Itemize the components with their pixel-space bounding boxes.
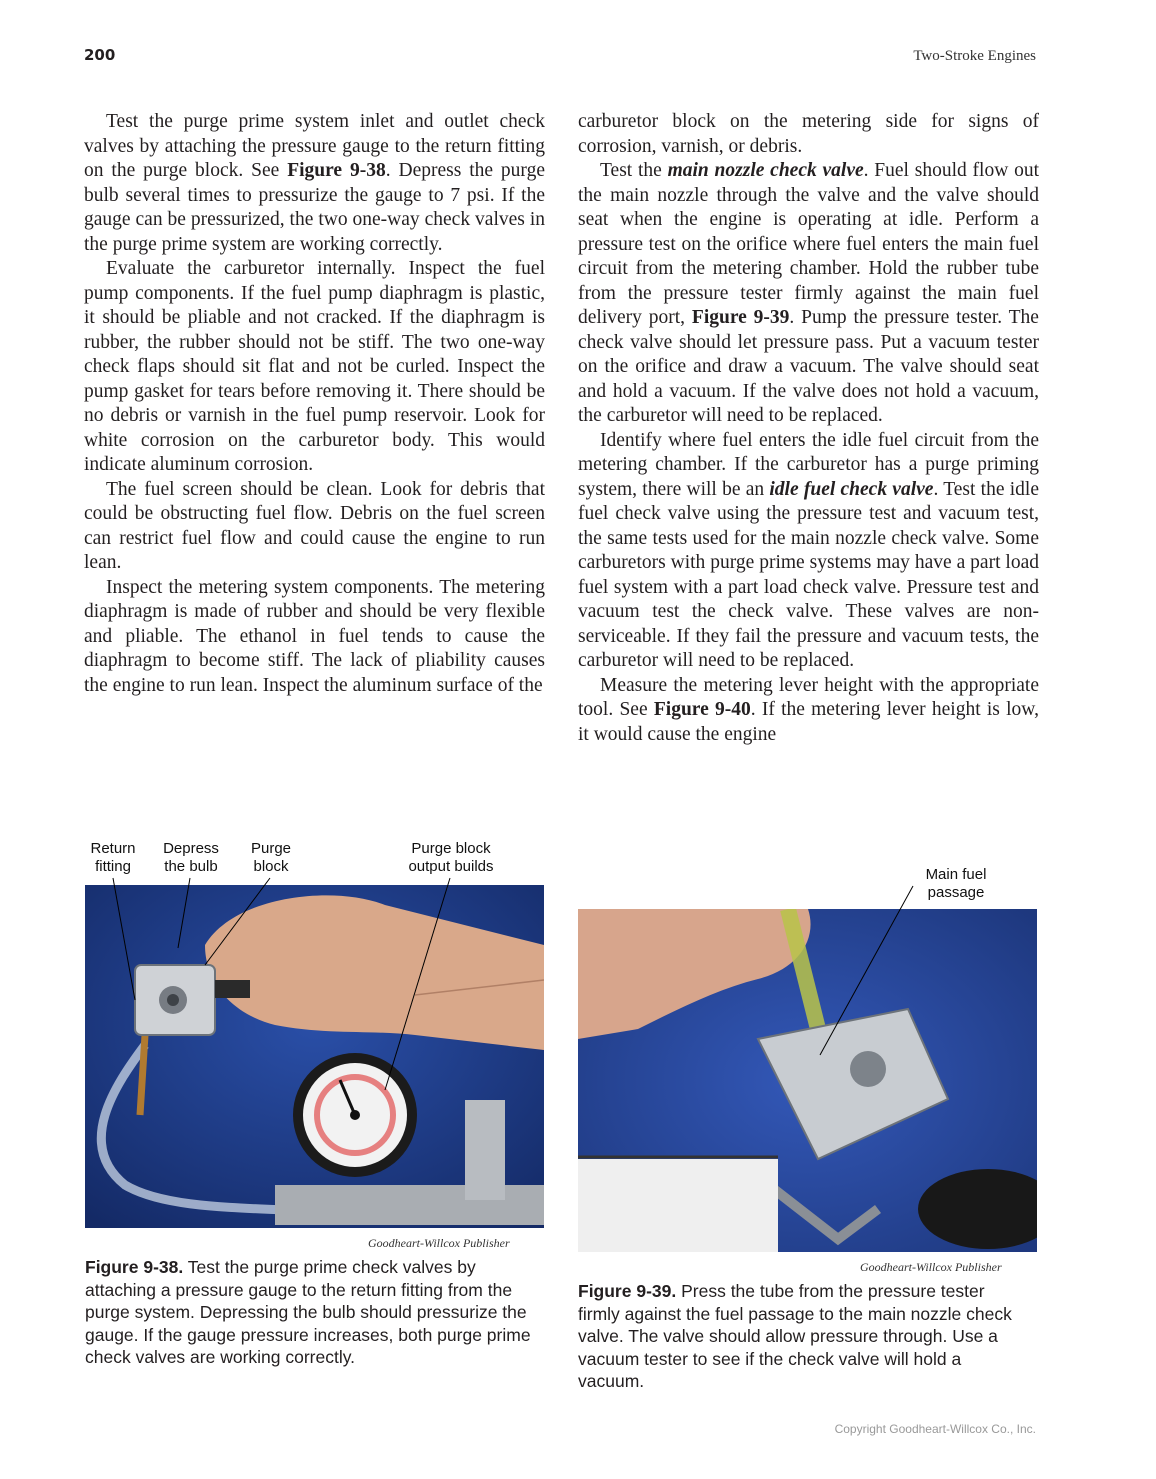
paragraph bbox=[578, 674, 1039, 748]
text-run: Measure the metering lever height with the appropriate tool. See bbox=[578, 674, 1039, 720]
figure-reference[interactable]: Figure 9-39 bbox=[691, 307, 790, 328]
caption-label: Figure 9-38. bbox=[85, 1257, 184, 1277]
label-purge-block: Purge block bbox=[250, 840, 292, 875]
caption-label: Figure 9-39. bbox=[578, 1281, 677, 1301]
left-column bbox=[84, 110, 545, 698]
label-return-fitting: Return fitting bbox=[90, 840, 136, 875]
figure-9-39-credit: Goodheart-Willcox Publisher bbox=[860, 1260, 1002, 1274]
page-number: 200 bbox=[84, 46, 116, 64]
nozzle-test-illustration bbox=[578, 909, 1037, 1252]
paragraph bbox=[84, 110, 545, 257]
copyright-footer: Copyright Goodheart-Willcox Co., Inc. bbox=[834, 1422, 1036, 1436]
key-term: main nozzle check valve bbox=[667, 160, 864, 181]
text-run: . Depress the purge bulb several times to pressurize the gauge to 7 psi. If the gauge can be pressurized, the two one-way check valves in the purge prime system are working correctly. bbox=[84, 160, 545, 255]
paragraph: Evaluate the carburetor internally. Inspect the fuel pump components. If the fuel pump diaphragm is plastic, it should be pliable and not cracked. If the diaphragm is rubber, the rubber should not be stiff. The two one-way check flaps should sit flat and not be curled. Inspect the pump gasket for tears before removing it. There should be no debris or varnish in the fuel pump reservoir. Look for white corrosion on the carburetor body. This would indicate aluminum corrosion. bbox=[84, 258, 545, 475]
paragraph: Inspect the metering system components. The metering diaphragm is made of rubber and should be very flexible and pliable. The ethanol in fuel tends to cause the diaphragm to become stiff. The lack of pliability causes the engine to run lean. Inspect the aluminum surface of the bbox=[84, 576, 545, 696]
text-run: Identify where fuel enters the idle fuel circuit from the metering chamber. If the carburetor has a purge priming system, there will be an bbox=[578, 429, 1039, 500]
paragraph: The fuel screen should be clean. Look for debris that could be obstructing fuel flow. Debris on the fuel screen can restrict fuel flow and could cause the engine to run lean. bbox=[84, 478, 545, 573]
caption-text: Press the tube from the pressure tester firmly against the fuel passage to the main nozzle check valve. The valve should allow pressure through. Use a vacuum tester to see if the check valve will hold a vacuum. bbox=[578, 1281, 1012, 1391]
label-depress-bulb: Depress the bulb bbox=[163, 840, 219, 875]
figure-9-39-caption bbox=[578, 1280, 1030, 1393]
text-run: . Fuel should flow out the main nozzle through the valve and the valve should seat when the engine is operating at idle. Perform a pressure test on the orifice where fuel enters the main fuel circuit from the metering chamber. Hold the rubber tube from the pressure tester firmly against the main fuel delivery port, bbox=[578, 160, 1039, 328]
paragraph: carburetor block on the metering side for signs of corrosion, varnish, or debris. bbox=[578, 111, 1039, 157]
caption-text: Test the purge prime check valves by attaching a pressure gauge to the return fitting from the purge system. Depressing the bulb should pressurize the gauge. If the gauge pressure increases, both purge prime check valves are working correctly. bbox=[85, 1257, 531, 1367]
figure-9-38-caption bbox=[85, 1256, 535, 1369]
running-title: Two-Stroke Engines bbox=[913, 48, 1036, 64]
text-run: Test the bbox=[600, 160, 668, 181]
figure-reference[interactable]: Figure 9-40 bbox=[653, 699, 751, 720]
figure-9-38-photo bbox=[85, 885, 544, 1228]
key-term: idle fuel check valve bbox=[769, 478, 934, 500]
paragraph bbox=[578, 159, 1039, 429]
label-purge-output: Purge block output builds bbox=[408, 840, 494, 875]
text-run: . Pump the pressure tester. The check valve should let pressure pass. Put a vacuum tester on the orifice and draw a vacuum. The valve should seat and hold a vacuum. If the valve does not hold a vacuum, the carburetor will need to be replaced. bbox=[578, 307, 1039, 426]
figure-9-38-credit: Goodheart-Willcox Publisher bbox=[368, 1236, 510, 1250]
figure-reference[interactable]: Figure 9-38 bbox=[287, 160, 386, 181]
right-column bbox=[578, 110, 1039, 747]
purge-test-illustration bbox=[85, 885, 544, 1228]
label-main-fuel-passage: Main fuel passage bbox=[925, 866, 987, 901]
figure-9-39-photo bbox=[578, 909, 1037, 1252]
paragraph bbox=[578, 429, 1039, 674]
text-run: . If the metering lever height is low, it would cause the engine bbox=[578, 699, 1039, 745]
text-run: Test the purge prime system inlet and outlet check valves by attaching the pressure gauge to the return fitting on the purge block. See bbox=[84, 111, 545, 181]
text-run: . Test the idle fuel check valve using the pressure test and vacuum test, the same tests used for the main nozzle check valve. Some carburetors with purge prime systems may have a part load fuel system with a part load check valve. Pressure test and vacuum test the check valve. These valves are non-serviceable. If they fail the pressure and vacuum tests, the carburetor will need to be replaced. bbox=[578, 478, 1039, 671]
